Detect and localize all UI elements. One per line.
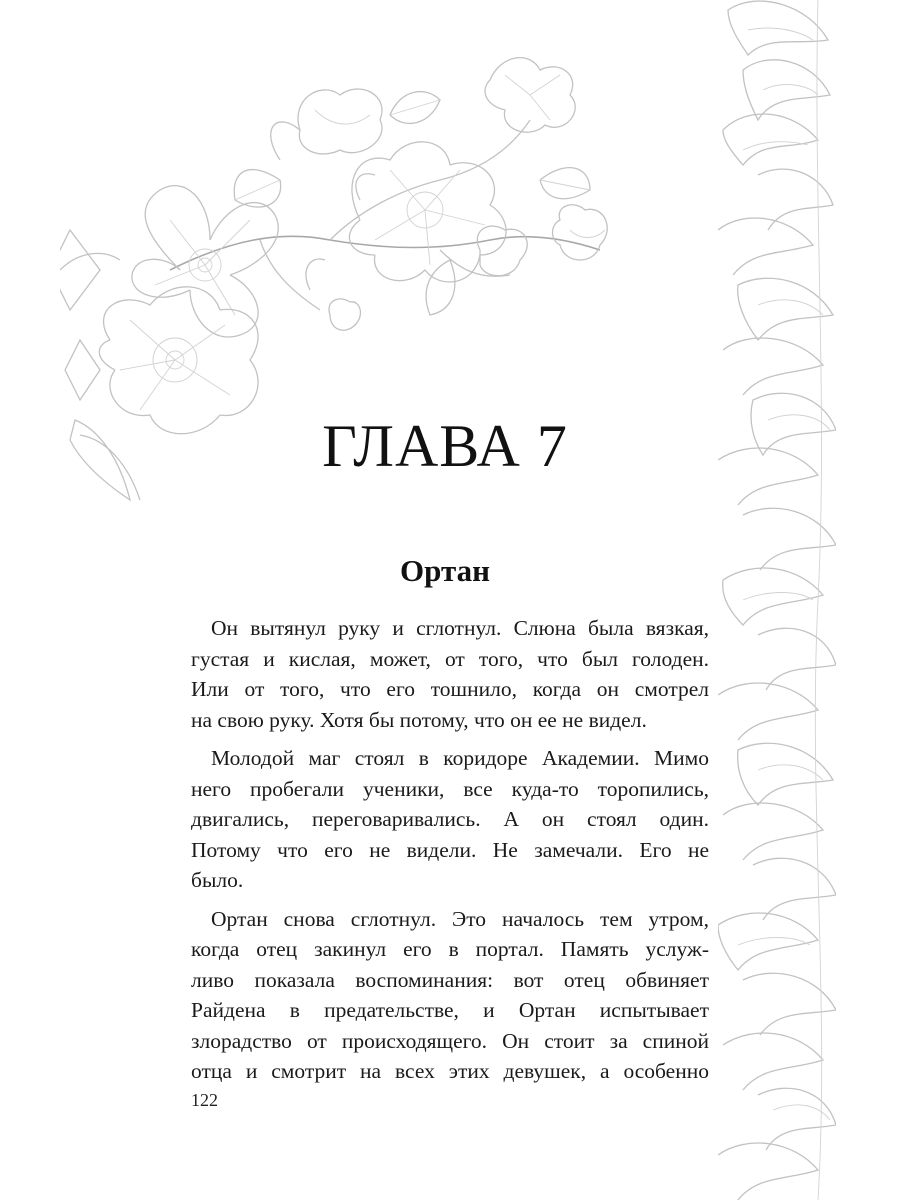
text-line: него пробегали ученики, все куда-то торопились,: [191, 776, 709, 801]
paragraph: [191, 743, 709, 896]
text-line: злорадство от происходящего. Он стоит за спиной: [191, 1028, 709, 1053]
section-title: Ортан: [400, 553, 490, 588]
text-line: Райдена в предательстве, и Ортан испытывает: [191, 998, 709, 1022]
text-line: отца и смотрит на всех этих девушек, а особенно: [191, 1059, 709, 1083]
text-line: Он вытянул руку и сглотнул. Слюна была вязкая,: [211, 616, 709, 640]
floral-border-icon: [718, 0, 836, 1200]
text-line: Молодой маг стоял в коридоре Академии. Мимо: [211, 746, 709, 770]
chapter-title: ГЛАВА 7: [322, 413, 568, 479]
text-line: Ортан снова сглотнул. Это началось тем утром,: [211, 906, 709, 931]
body-text: [191, 613, 709, 1095]
paragraph: [191, 904, 709, 1087]
text-line: двигались, переговаривались. А он стоял один.: [191, 807, 709, 831]
page-number: 122: [191, 1090, 218, 1110]
text-line: когда отец закинул его в портал. Память услуж-: [191, 937, 709, 961]
text-line: Или от того, что его тошнило, когда он смотрел: [191, 677, 709, 701]
text-line: густая и кислая, может, от того, что был голоден.: [191, 646, 709, 671]
text-line: было.: [191, 868, 244, 892]
text-line: ливо показала воспоминания: вот отец обвиняет: [191, 967, 709, 992]
text-line: Потому что его не видели. Не замечали. Его не: [191, 837, 709, 862]
text-line: на свою руку. Хотя бы потому, что он ее не видел.: [191, 707, 647, 732]
paragraph: [191, 613, 709, 735]
